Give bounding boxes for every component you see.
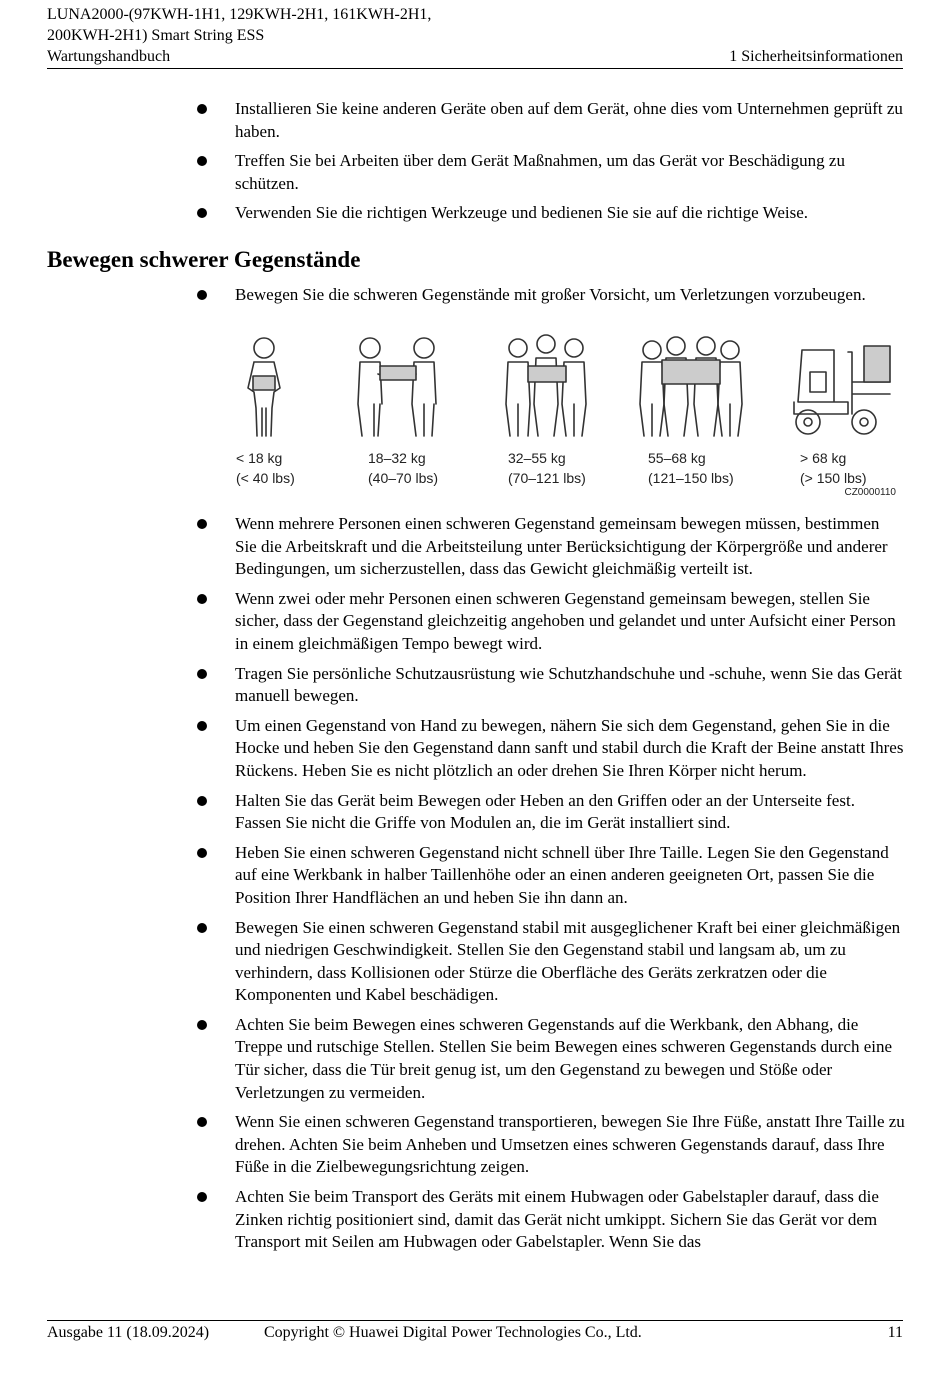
list-item: Wenn mehrere Personen einen schweren Gegenstand gemeinsam bewegen müssen, bestimmen Sie die Arbeitskraft und die Arbeitsteilung unter Berücksichtigung der Körpergröße und anderer Bedingungen, um sicherzustellen, dass das Gewicht gleichmäßig verteilt ist. bbox=[235, 513, 905, 581]
list-item: Verwenden Sie die richtigen Werkzeuge und bedienen Sie sie auf die richtige Weise. bbox=[235, 202, 905, 225]
weight-lbs-2: (40–70 lbs) bbox=[368, 470, 439, 486]
handling-bullet-list bbox=[235, 513, 905, 1261]
figure-code: CZ0000110 bbox=[844, 487, 896, 498]
footer-edition: Ausgabe 11 (18.09.2024) bbox=[47, 1324, 210, 1341]
header-line-1 bbox=[47, 4, 903, 25]
weight-label-2 bbox=[368, 448, 438, 488]
lifting-weight-figure bbox=[228, 332, 908, 508]
list-item: Bewegen Sie die schweren Gegenstände mit großer Vorsicht, um Verletzungen vorzubeugen. bbox=[235, 284, 905, 307]
two-person-carry-icon bbox=[358, 338, 436, 436]
weight-lbs-3: (70–121 lbs) bbox=[508, 470, 586, 486]
four-person-carry-icon bbox=[640, 337, 742, 436]
weight-lbs-1: (< 40 lbs) bbox=[236, 470, 295, 486]
list-item: Treffen Sie bei Arbeiten über dem Gerät Maßnahmen, um das Gerät vor Beschädigung zu schützen. bbox=[235, 150, 905, 195]
header-line-3 bbox=[47, 46, 903, 67]
list-item: Halten Sie das Gerät beim Bewegen oder Heben an den Griffen oder an der Unterseite fest. Fassen Sie nicht die Griffe von Modulen an, die im Gerät installiert sind. bbox=[235, 790, 905, 835]
footer-divider bbox=[47, 1320, 903, 1321]
header-product-line-2: 200KWH-2H1) Smart String ESS bbox=[47, 27, 265, 44]
weight-kg-1: < 18 kg bbox=[236, 450, 283, 466]
weight-label-5 bbox=[800, 448, 867, 488]
list-item: Um einen Gegenstand von Hand zu bewegen, nähern Sie sich dem Gegenstand, gehen Sie in die Hocke und heben Sie den Gegenstand dann sanft und stabil durch die Kraft der Beine anstatt Ihres Rückens. Heben Sie es nicht plötzlich an oder drehen Sie Ihren Körper nicht herum. bbox=[235, 715, 905, 783]
list-item: Heben Sie einen schweren Gegenstand nicht schnell über Ihre Taille. Legen Sie den Gegenstand auf eine Werkbank in halber Taillenhöhe oder an einen anderen geeigneten Ort, passen Sie die Position Ihrer Handflächen an und heben Sie ihn dann an. bbox=[235, 842, 905, 910]
three-person-carry-icon bbox=[506, 335, 586, 436]
list-item: Bewegen Sie einen schweren Gegenstand stabil mit ausgeglichener Kraft bei einer gleichmäßigen und niedrigen Geschwindigkeit. Stellen Sie den Gegenstand stabil und langsam ab, um zu verhindern, dass Kollisionen oder Stürze die Oberfläche des Geräts zerkratzen oder die Komponenten und Kabel beschädigen. bbox=[235, 917, 905, 1007]
weight-kg-3: 32–55 kg bbox=[508, 450, 566, 466]
footer-copyright: Copyright © Huawei Digital Power Technologies Co., Ltd. bbox=[264, 1324, 642, 1341]
weight-label-4 bbox=[648, 448, 734, 488]
page-header bbox=[47, 4, 903, 67]
header-product-line-1: LUNA2000-(97KWH-1H1, 129KWH-2H1, 161KWH-2H1, bbox=[47, 6, 432, 23]
weight-kg-5: > 68 kg bbox=[800, 450, 847, 466]
forklift-icon bbox=[794, 346, 890, 434]
list-item: Wenn zwei oder mehr Personen einen schweren Gegenstand gemeinsam bewegen, stellen Sie sicher, dass der Gegenstand gleichzeitig angehoben und gelandet und unter Aufsicht einer Person in einem gleichmäßigen Tempo bewegt wird. bbox=[235, 588, 905, 656]
page-number: 11 bbox=[887, 1324, 903, 1341]
header-line-2 bbox=[47, 25, 903, 46]
header-doc-type: Wartungshandbuch bbox=[47, 48, 171, 65]
intro-bullet-list bbox=[235, 284, 905, 314]
top-bullet-list bbox=[235, 98, 905, 232]
list-item: Achten Sie beim Transport des Geräts mit einem Hubwagen oder Gabelstapler darauf, dass die Zinken richtig positioniert sind, damit das Gerät nicht umkippt. Sichern Sie das Gerät vor dem Transport mit Seilen am Hubwagen oder Gabelstapler. Wenn Sie das bbox=[235, 1186, 905, 1254]
list-item: Achten Sie beim Bewegen eines schweren Gegenstands auf die Werkbank, den Abhang, die Treppe und rutschige Stellen. Stellen Sie beim Bewegen eines schweren Gegenstands durch eine Tür sicher, dass die Tür breit genug ist, um den Gegenstand zu bewegen und Stöße oder Verletzungen zu vermeiden. bbox=[235, 1014, 905, 1104]
weight-label-3 bbox=[508, 448, 586, 488]
header-chapter: 1 Sicherheitsinformationen bbox=[729, 48, 903, 65]
weight-kg-4: 55–68 kg bbox=[648, 450, 706, 466]
section-title: Bewegen schwerer Gegenstände bbox=[47, 247, 361, 272]
weight-lbs-4: (121–150 lbs) bbox=[648, 470, 734, 486]
list-item: Wenn Sie einen schweren Gegenstand transportieren, bewegen Sie Ihre Füße, anstatt Ihre Taille zu drehen. Achten Sie beim Anheben und Umsetzen eines schweren Gegenstands darauf, dass Ihre Füße in die Zielbewegungsrichtung zeigen. bbox=[235, 1111, 905, 1179]
header-divider bbox=[47, 68, 903, 69]
list-item: Installieren Sie keine anderen Geräte oben auf dem Gerät, ohne dies vom Unternehmen geprüft zu haben. bbox=[235, 98, 905, 143]
weight-kg-2: 18–32 kg bbox=[368, 450, 426, 466]
weight-label-1 bbox=[236, 448, 295, 488]
list-item: Tragen Sie persönliche Schutzausrüstung wie Schutzhandschuhe und -schuhe, wenn Sie das Gerät manuell bewegen. bbox=[235, 663, 905, 708]
one-person-carry-icon bbox=[248, 338, 280, 436]
weight-lbs-5: (> 150 lbs) bbox=[800, 470, 867, 486]
